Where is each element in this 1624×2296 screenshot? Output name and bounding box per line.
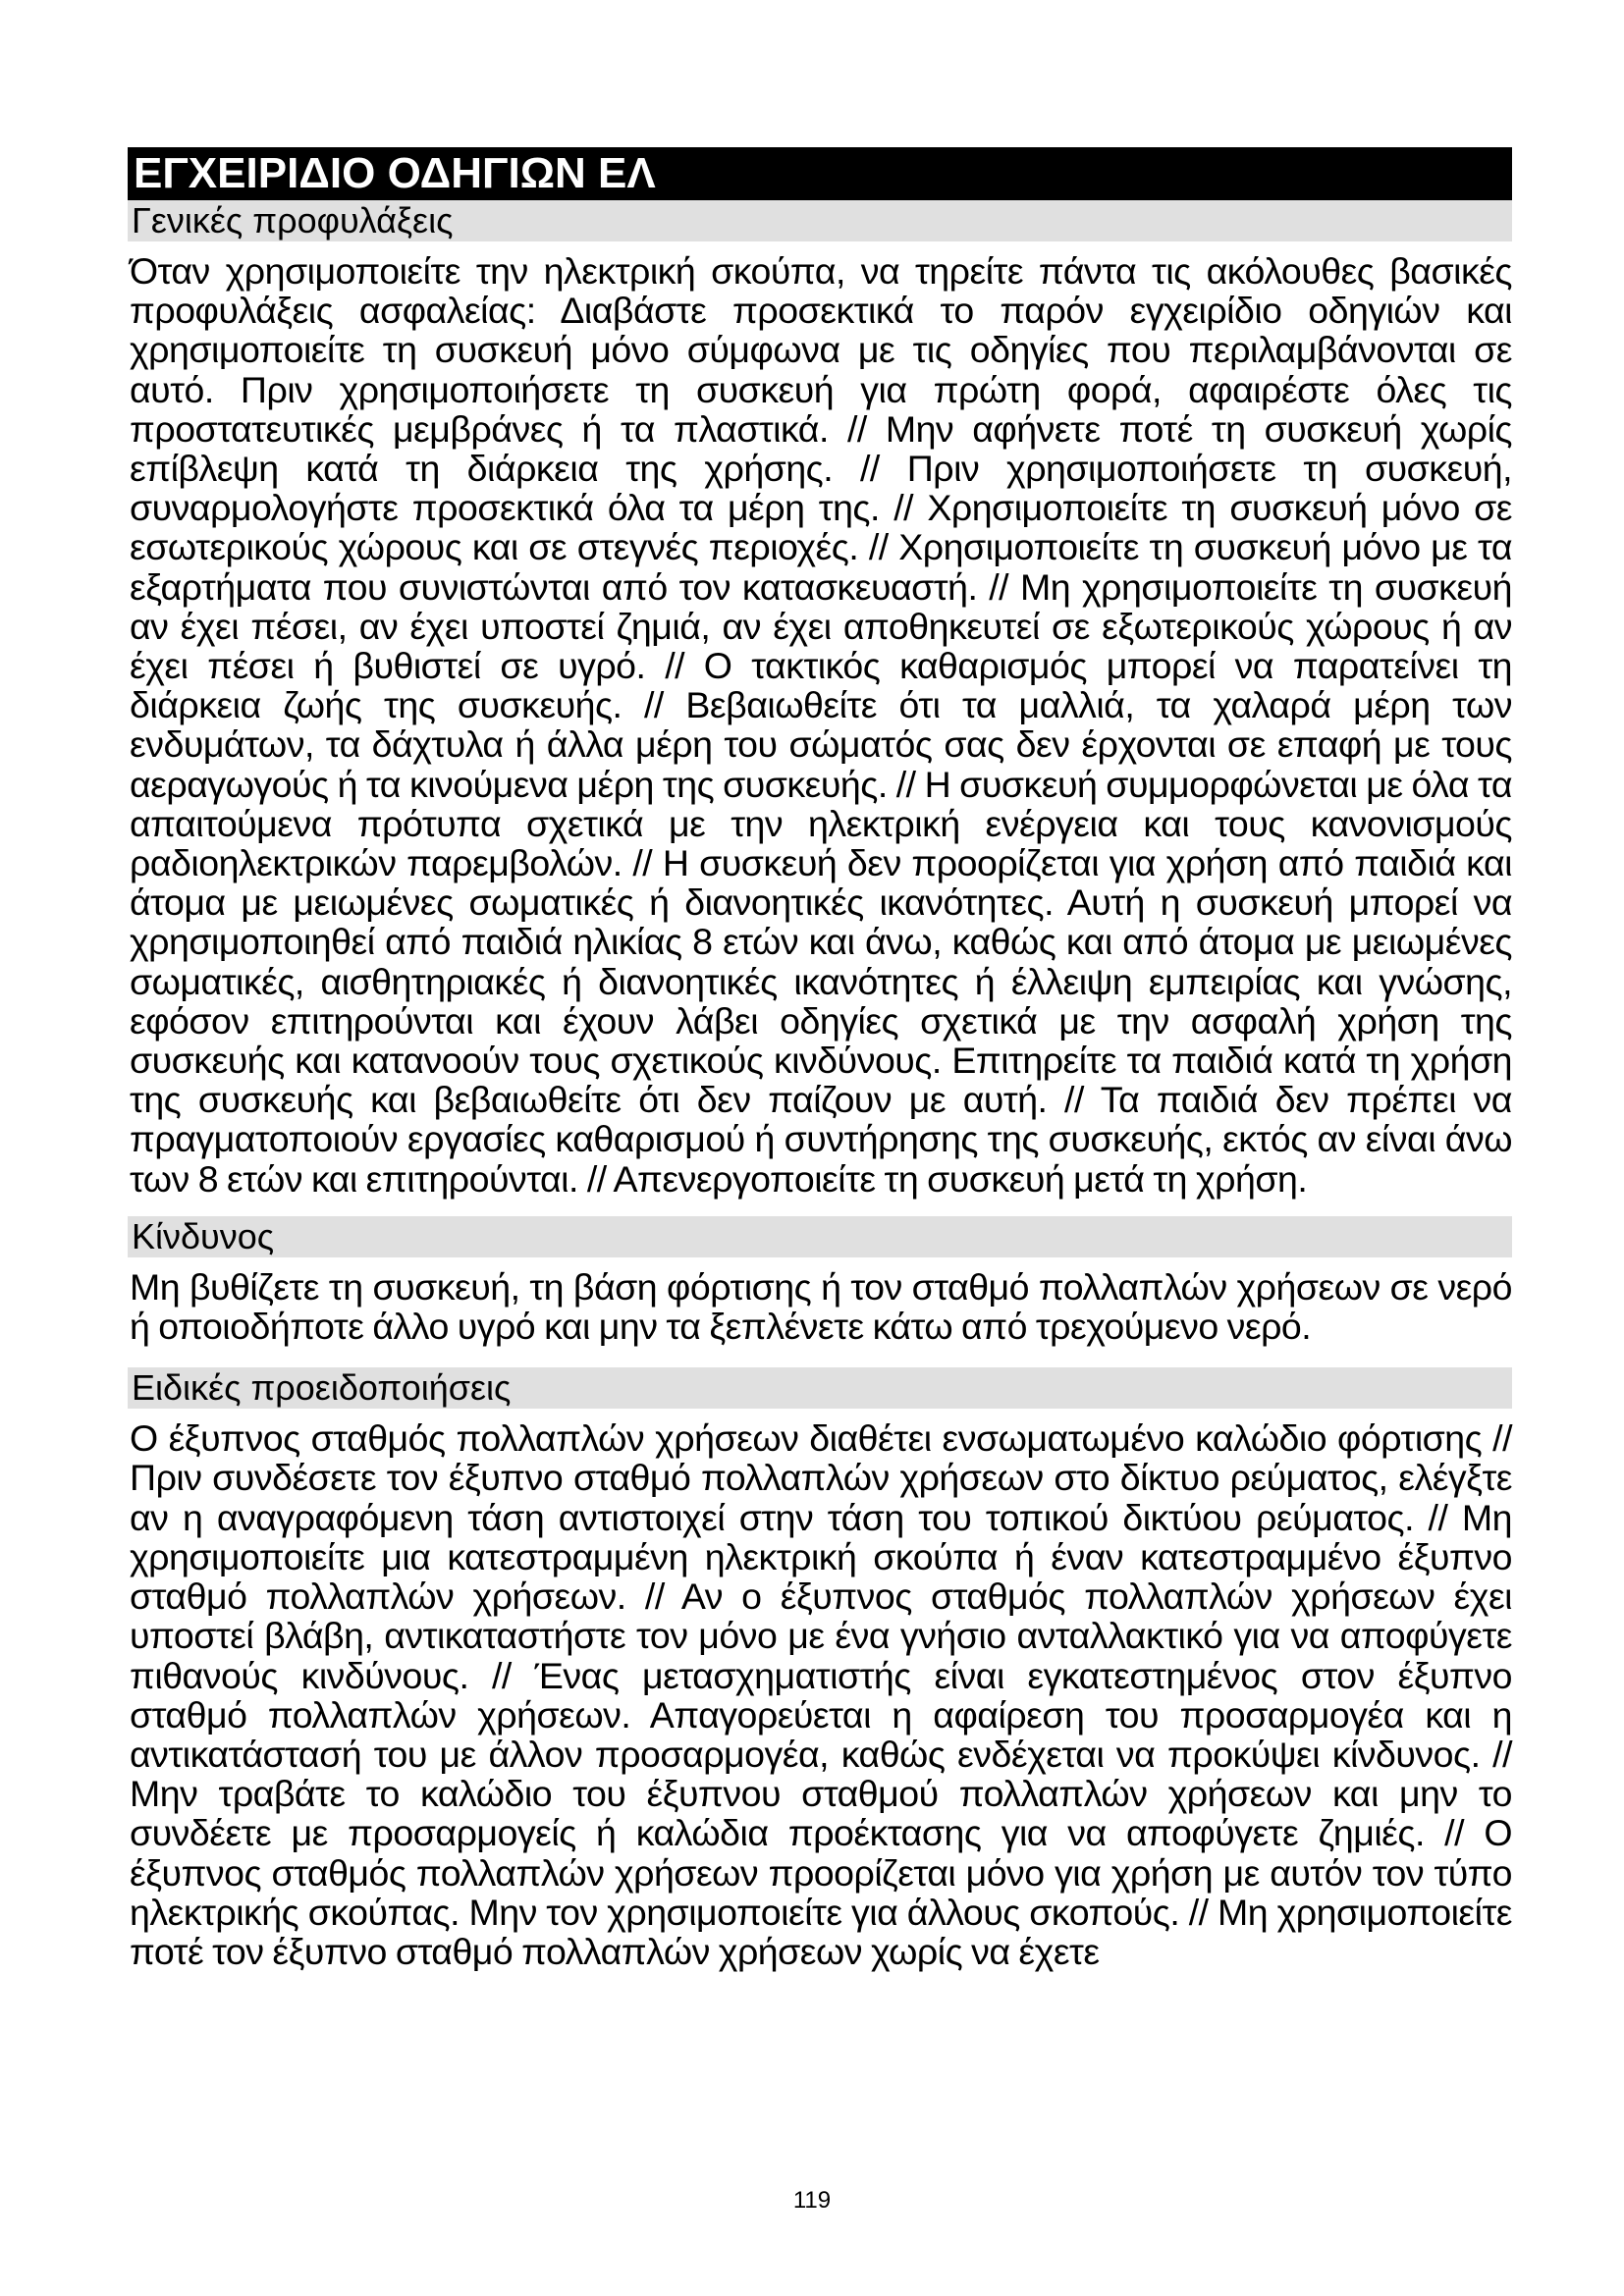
section-general-precautions xyxy=(128,200,1512,1199)
manual-page xyxy=(128,147,1512,1971)
section-heading-general-precautions: Γενικές προφυλάξεις xyxy=(128,200,1512,241)
manual-title: ΕΓΧΕΙΡΙΔΙΟ ΟΔΗΓΙΩΝ ΕΛ xyxy=(128,147,1512,200)
page-number: 119 xyxy=(792,2187,832,2214)
section-heading-danger: Κίνδυνος xyxy=(128,1216,1512,1257)
section-text-danger: Μη βυθίζετε τη συσκευή, τη βάση φόρτισης ή τον σταθμό πολλαπλών χρήσεων σε νερό ή οποιοδήποτε άλλο υγρό και μην τα ξεπλένετε κάτω από τρεχούμενο νερό. xyxy=(130,1265,1512,1348)
section-text-special-warnings: Ο έξυπνος σταθμός πολλαπλών χρήσεων διαθέτει ενσωματωμένο καλώδιο φόρτισης // Πριν συνδέσετε τον έξυπνο σταθμό πολλαπλών χρήσεων στο δίκτυο ρεύματος, ελέγξτε αν η αναγραφόμενη τάση αντιστοιχεί στην τάση του τοπικού δικτύου ρεύματος. // Μη χρησιμοποιείτε μια κατεστραμμένη ηλεκτρική σκούπα ή έναν κατεστραμμένο έξυπνο σταθμό πολλαπλών χρήσεων. // Αν ο έξυπνος σταθμός πολλαπλών χρήσεων έχει υποστεί βλάβη, αντικαταστήστε τον μόνο με ένα γνήσιο ανταλλακτικό για να αποφύγετε πιθανούς κινδύνους. // Ένας μετασχηματιστής είναι εγκατεστημένος στον έξυπνο σταθμό πολλαπλών χρήσεων. Απαγορεύεται η αφαίρεση του προσαρμογέα και η αντικατάστασή του με άλλον προσαρμογέα, καθώς ενδέχεται να προκύψει κίνδυνος. // Μην τραβάτε το καλώδιο του έξυπνου σταθμού πολλαπλών χρήσεων και μην το συνδέετε με προσαρμογείς ή καλώδια προέκτασης για να αποφύγετε ζημιές. // Ο έξυπνος σταθμός πολλαπλών χρήσεων προορίζεται μόνο για χρήση με αυτόν τον τύπο ηλεκτρικής σκούπας. Μην τον χρησιμοποιείτε για άλλους σκοπούς. // Μη χρησιμοποιείτε ποτέ τον έξυπνο σταθμό πολλαπλών χρήσεων χωρίς να έχετε xyxy=(130,1417,1512,1972)
section-text-general-precautions: Όταν χρησιμοποιείτε την ηλεκτρική σκούπα, να τηρείτε πάντα τις ακόλουθες βασικές προφυλάξεις ασφαλείας: Διαβάστε προσεκτικά το παρόν εγχειρίδιο οδηγιών και χρησιμοποιείτε τη συσκευή μόνο σύμφωνα με τις οδηγίες που περιλαμβάνονται σε αυτό. Πριν χρησιμοποιήσετε τη συσκευή για πρώτη φορά, αφαιρέστε όλες τις προστατευτικές μεμβράνες ή τα πλαστικά. // Μην αφήνετε ποτέ τη συσκευή χωρίς επίβλεψη κατά τη διάρκεια της χρήσης. // Πριν χρησιμοποιήσετε τη συσκευή, συναρμολογήστε προσεκτικά όλα τα μέρη της. // Χρησιμοποιείτε τη συσκευή μόνο σε εσωτερικούς χώρους και σε στεγνές περιοχές. // Χρησιμοποιείτε τη συσκευή μόνο με τα εξαρτήματα που συνιστώνται από τον κατασκευαστή. // Μη χρησιμοποιείτε τη συσκευή αν έχει πέσει, αν έχει υποστεί ζημιά, αν έχει αποθηκευτεί σε εξωτερικούς χώρους ή αν έχει πέσει ή βυθιστεί σε υγρό. // Ο τακτικός καθαρισμός μπορεί να παρατείνει τη διάρκεια ζωής της συσκευής. // Βεβαιωθείτε ότι τα μαλλιά, τα χαλαρά μέρη των ενδυμάτων, τα δάχτυλα ή άλλα μέρη του σώματός σας δεν έρχονται σε επαφή με τους αεραγωγούς ή τα κινούμενα μέρη της συσκευής. // Η συσκευή συμμορφώνεται με όλα τα απαιτούμενα πρότυπα σχετικά με την ηλεκτρική ενέργεια και τους κανονισμούς ραδιοηλεκτρικών παρεμβολών. // Η συσκευή δεν προορίζεται για χρήση από παιδιά και άτομα με μειωμένες σωματικές ή διανοητικές ικανότητες. Αυτή η συσκευή μπορεί να χρησιμοποιηθεί από παιδιά ηλικίας 8 ετών και άνω, καθώς και από άτομα με μειωμένες σωματικές, αισθητηριακές ή διανοητικές ικανότητες ή έλλειψη εμπειρίας και γνώσης, εφόσον επιτηρούνται και έχουν λάβει οδηγίες σχετικά με την ασφαλή χρήση της συσκευής και κατανοούν τους σχετικούς κινδύνους. Επιτηρείτε τα παιδιά κατά τη χρήση της συσκευής και βεβαιωθείτε ότι δεν παίζουν με αυτή. // Τα παιδιά δεν πρέπει να πραγματοποιούν εργασίες καθαρισμού ή συντήρησης της συσκευής, εκτός αν είναι άνω των 8 ετών και επιτηρούνται. // Απενεργοποιείτε τη συσκευή μετά τη χρήση. xyxy=(130,250,1512,1200)
section-special-warnings xyxy=(128,1367,1512,1971)
section-heading-special-warnings: Ειδικές προειδοποιήσεις xyxy=(128,1367,1512,1409)
section-danger xyxy=(128,1216,1512,1346)
